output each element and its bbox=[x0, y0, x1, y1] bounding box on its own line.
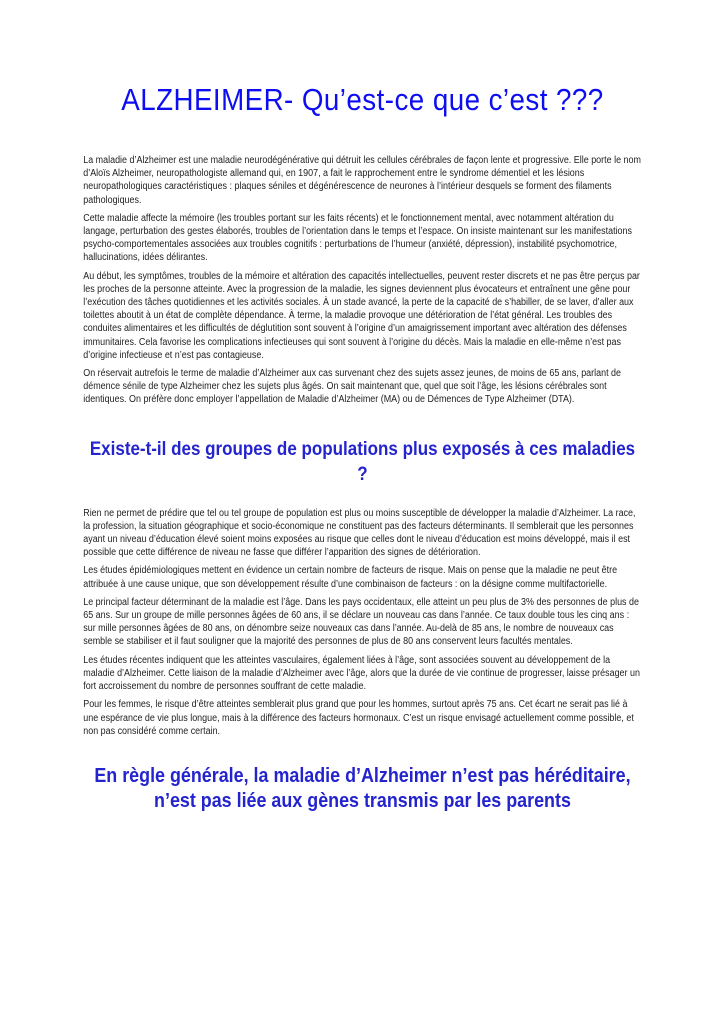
intro-paragraph-3: Au début, les symptômes, troubles de la mémoire et altération des capacités intellectuelles, peuvent rester discrets et ne pas être perçus par les proches de la personne atteinte. Avec la progression de la maladie, les signes deviennent plus évocateurs et entraînent une gêne pour l’exécution des tâches quotidiennes et les activités sociales. À un stade avancé, la perte de la capacité de s’habiller, de se laver, d’aller aux toilettes aboutit à un état de complète dépendance. À terme, la maladie provoque une détérioration de l’état général. Les troubles des conduites alimentaires et les difficultés de déglutition sont souvent à l’origine d’un amaigrissement important avec altération des défenses immunitaires. Cela favorise les complications infectieuses qui sont souvent à l’origine du décès. Mais la maladie en elle-même n’est pas d’origine infectieuse et n’est pas contagieuse. bbox=[83, 270, 640, 361]
section1-paragraph-3: Le principal facteur déterminant de la maladie est l’âge. Dans les pays occidentaux, elle atteint un peu plus de 3% des personnes de plus de 65 ans. Sur un groupe de mille personnes âgées de 60 ans, il se déclare un nouveau cas dans l’année. Ce taux double tous les cinq ans : sur mille personnes âgées de 80 ans, on dénombre seize nouveaux cas dans l’année. Au-delà de 85 ans, le nombre de nouveaux cas semble se stabiliser et il faut souligner que la majorité des personnes de plus de 80 ans conservent leurs facultés mentales. bbox=[83, 596, 639, 648]
section-heading-exposed-groups: Existe-t-il des groupes de populations plus exposés à ces maladies ? bbox=[89, 438, 636, 485]
intro-paragraph-4: On réservait autrefois le terme de maladie d’Alzheimer aux cas survenant chez des sujets assez jeunes, de moins de 65 ans, parlant de démence sénile de type Alzheimer chez les sujets plus âgés. On sait maintenant que, quel que soit l’âge, les lésions cérébrales sont identiques. On préfère donc employer l’appellation de Maladie d’Alzheimer (MA) ou de Démences de Type Alzheimer (DTA). bbox=[83, 368, 622, 406]
section1-paragraph-5: Pour les femmes, le risque d’être atteintes semblerait plus grand que pour les hommes, surtout après 75 ans. Cet écart ne serait pas lié à une espérance de vie plus longue, mais à la différence des facteurs hormonaux. C’est un risque envisagé actuellement comme possible, et non pas considéré comme certain. bbox=[83, 699, 634, 737]
closing-heading-not-hereditary: En règle générale, la maladie d’Alzheimer n’est pas héréditaire, n’est pas liée aux gènes transmis par les parents bbox=[94, 764, 631, 812]
intro-paragraph-1: La maladie d’Alzheimer est une maladie neurodégénérative qui détruit les cellules cérébrales de façon lente et progressive. Elle porte le nom d’Aloïs Alzheimer, neuropathologiste allemand qui, en 1907, a fait le rapprochement entre le syndrome démentiel et les lésions neuropathologiques caractéristiques : plaques séniles et dégénérescence de neurones à l’intérieur desquels se forment des filaments pathologiques. bbox=[83, 155, 641, 206]
section1-paragraph-1: Rien ne permet de prédire que tel ou tel groupe de population est plus ou moins susceptible de développer la maladie d’Alzheimer. La race, la profession, la situation géographique et socio-économique ne constituent pas des facteurs déterminants. Il semblerait que les personnes ayant un niveau d’éducation élevé soient moins exposées au risque que celles dont le niveau d’éducation est moins développé, mais il est possible que cette différence de niveau ne fasse que différer l’apparition des signes de détérioration. bbox=[83, 507, 636, 559]
section1-paragraph-4: Les études récentes indiquent que les atteintes vasculaires, également liées à l’âge, sont associées souvent au développement de la maladie d’Alzheimer. Cette liaison de la maladie d’Alzheimer avec l’âge, alors que la durée de vie continue de progresser, laisse présager un fort accroissement du nombre de personnes souffrant de cette maladie. bbox=[83, 654, 640, 693]
section1-paragraph-2: Les études épidémiologiques mettent en évidence un certain nombre de facteurs de risque. Mais on pense que la maladie ne peut être attribuée à une cause unique, que son développement résulte d’une combinaison de facteurs : on la désigne comme multifactorielle. bbox=[83, 565, 618, 590]
document-title: ALZHEIMER- Qu’est-ce que c’est ??? bbox=[121, 82, 604, 117]
intro-paragraph-2: Cette maladie affecte la mémoire (les troubles portant sur les faits récents) et le fonctionnement mental, avec notamment altération du langage, perturbation des gestes élaborés, troubles de l’orientation dans le temps et l’espace. On insiste maintenant sur les manifestations psycho-comportementales associées aux troubles cognitifs : perturbations de l’humeur (anxiété, dépression), instabilité psychomotrice, hallucinations, idées délirantes. bbox=[83, 212, 632, 264]
